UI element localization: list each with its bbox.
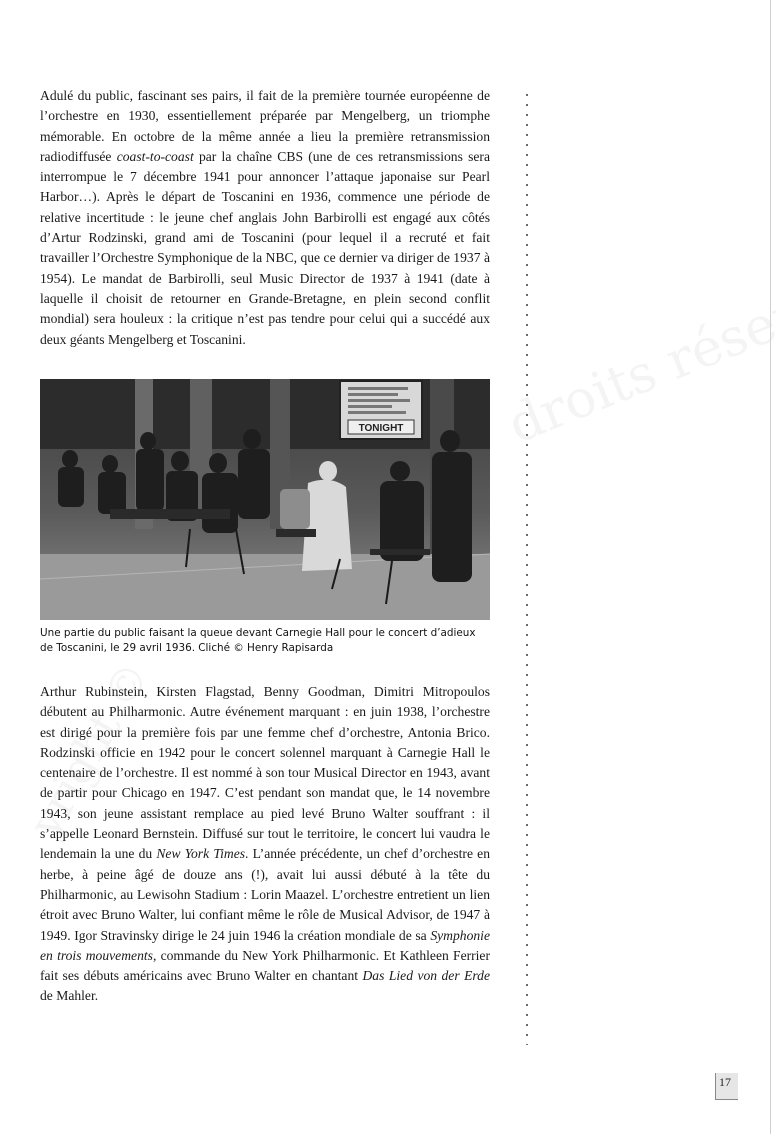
body-paragraph-2 bbox=[40, 682, 490, 1007]
photo-sign-text: TONIGHT bbox=[358, 423, 404, 434]
page-edge-line bbox=[770, 0, 771, 1134]
page-number: 17 bbox=[719, 1075, 731, 1089]
paragraph-italic: New York Times bbox=[156, 846, 246, 862]
photo-carnegie-hall-queue bbox=[40, 379, 490, 620]
body-paragraph-1 bbox=[40, 86, 490, 350]
paragraph-italic: Symphonie en trois mouvements bbox=[40, 927, 490, 963]
paragraph-italic: coast-to-coast bbox=[116, 148, 194, 164]
paragraph-text: par la chaîne CBS (une de ces retransmissions sera interrompue le 7 décembre 1941 pour annoncer l’attaque japonaise sur Pearl Harbor…). Après le départ de Toscanini en 1936, commence une période de relative incertitude : le jeune chef anglais John Barbirolli est engagé aux côtés d’Artur Rodzinski, grand ami de Toscanini (pour lequel il a recruté et fait travailler l’Orchestre Symphonique de la NBC, que ce dernier va diriger de 1937 à 1954). Le mandat de Barbirolli, seul Music Director de 1937 à 1941 (date à laquelle il choisit de retourner en Grande-Bretagne, en plein second conflit mondial) sera houleux : la critique n’est pas tendre pour celui qui a succédé aux deux géants Mengelberg et Toscanini. bbox=[40, 148, 490, 347]
paragraph-text: . L’année précédente, un chef d’orchestre en herbe, à peine âgé de douze ans (!), avait lui aussi débuté à la tête du Philharmonic, au Lewisohn Stadium : Lorin Maazel. L’orchestre entretient un lien étroit avec Bruno Walter, lui confiant même le rôle de Musical Advisor, de 1947 à 1949. Igor Stravinsky dirige le 24 juin 1946 la création mondiale de sa bbox=[40, 846, 490, 943]
paragraph-text: de Mahler. bbox=[40, 988, 99, 1004]
dotted-margin-rule bbox=[526, 90, 528, 1045]
photo-caption: Une partie du public faisant la queue devant Carnegie Hall pour le concert d’adieux de Toscanini, le 29 avril 1936. Cliché © Henry Rapisarda bbox=[40, 627, 476, 654]
paragraph-text: , commande du New York Philharmonic. Et Kathleen Ferrier fait ses débuts américains avec Bruno Walter en chantant bbox=[40, 947, 490, 984]
paragraph-italic: Das Lied von der Erde bbox=[362, 968, 490, 984]
paragraph-text: Arthur Rubinstein, Kirsten Flagstad, Benny Goodman, Dimitri Mitropoulos débutent au Philharmonic. Autre événement marquant : en juin 1938, l’orchestre est dirigé pour la première fois par une femme chef d’orchestre, Antonia Brico. Rodzinski officie en 1942 pour le concert solennel marquant à Carnegie Hall le centenaire de l’orchestre. Il est nommé à son tour Musical Director en 1943, avant de partir pour Chicago en 1947. C’est pendant son mandat que, le 14 novembre 1943, son jeune assistant remplace au pied levé Bruno Walter souffrant : il s’appelle Leonard Bernstein. Diffusé sur tout le territoire, le concert lui vaudra le lendemain la une du bbox=[40, 684, 490, 862]
photo-illustration bbox=[40, 379, 490, 620]
watermark-text bbox=[500, 285, 776, 456]
paragraph-text: Adulé du public, fascinant ses pairs, il fait de la première tournée européenne de l’orchestre en 1930, essentiellement préparée par Mengelberg, un triomphe mémorable. En octobre de la même année a lieu la première retransmission radiodiffusée bbox=[40, 88, 490, 164]
